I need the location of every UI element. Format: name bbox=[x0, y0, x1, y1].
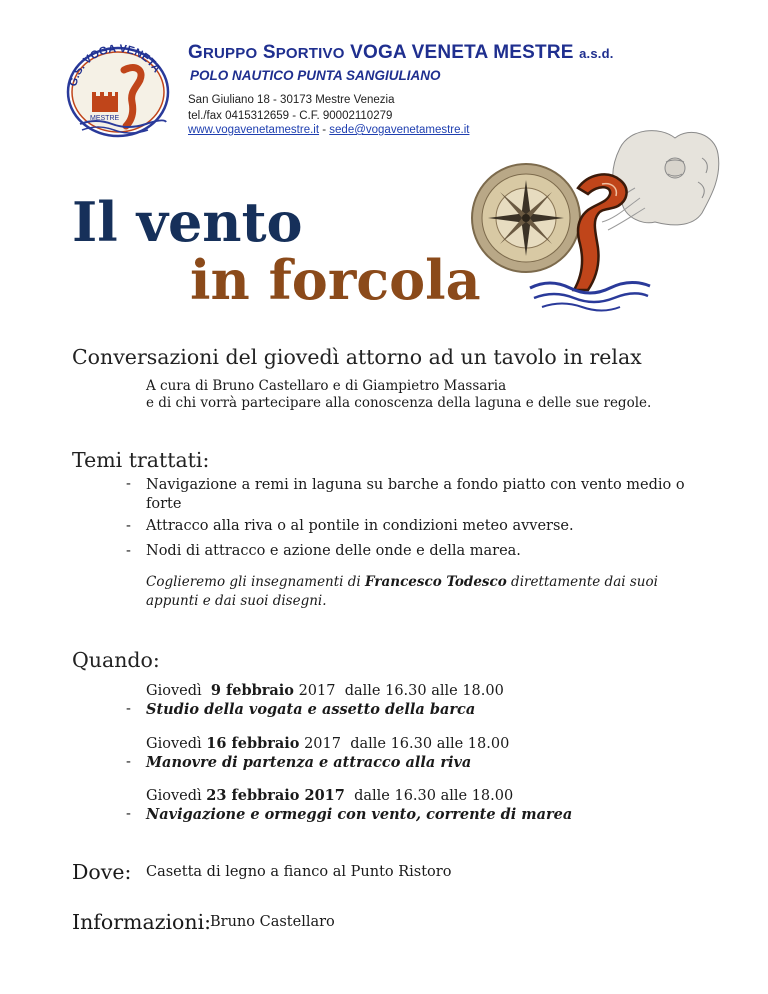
title-line-2: in forcola bbox=[190, 248, 481, 312]
forcola-shape bbox=[574, 174, 627, 290]
compass-rose bbox=[472, 164, 580, 272]
bullet-dash: - bbox=[126, 806, 131, 822]
info-label: Informazioni: bbox=[72, 910, 212, 934]
info-value: Bruno Castellaro bbox=[210, 914, 335, 930]
compass-forcola-illustration bbox=[470, 118, 720, 318]
where-label: Dove: bbox=[72, 860, 132, 884]
topic-item: Navigazione a remi in laguna su barche a fondo piatto con vento medio o forte bbox=[146, 477, 685, 512]
bullet-dash: - bbox=[126, 518, 131, 534]
logo-text: G.S. VOGA VENETA bbox=[67, 42, 163, 88]
website-link[interactable]: www.vogavenetamestre.it bbox=[188, 124, 320, 136]
event-subtitle: Conversazioni del giovedì attorno ad un tavolo in relax bbox=[72, 345, 642, 369]
bullet-dash: - bbox=[126, 543, 131, 559]
club-logo bbox=[62, 40, 174, 140]
contact-links bbox=[188, 124, 469, 136]
session-topic: Manovre di partenza e attracco alla riva bbox=[146, 754, 472, 771]
link-separator: - bbox=[319, 124, 330, 136]
when-heading: Quando: bbox=[72, 648, 160, 672]
session-topic: Studio della vogata e assetto della barca bbox=[146, 701, 476, 718]
session-topic: Navigazione e ormeggi con vento, corrente di marea bbox=[146, 806, 573, 823]
topics-heading: Temi trattati: bbox=[72, 448, 210, 472]
email-link[interactable]: sede@vogavenetamestre.it bbox=[329, 124, 470, 136]
bullet-dash: - bbox=[126, 754, 131, 770]
title-line-1: Il vento bbox=[72, 190, 303, 254]
bullet-dash: - bbox=[126, 701, 131, 717]
byline-line-2: e di chi vorrà partecipare alla conoscenza della laguna e delle sue regole. bbox=[146, 395, 652, 411]
organization-subtitle: POLO NAUTICO PUNTA SANGIULIANO bbox=[190, 68, 441, 83]
topics-note: Coglieremo gli insegnamenti di Francesco Todesco direttamente dai suoi appunti e dai suoi disegni. bbox=[146, 574, 658, 609]
organization-title: GRUPPO SPORTIVO VOGA VENETA MESTRE a.s.d. bbox=[188, 42, 614, 63]
phone-line: tel./fax 0415312659 - C.F. 90002110279 bbox=[188, 110, 393, 122]
topic-item: Attracco alla riva o al pontile in condizioni meteo avverse. bbox=[146, 518, 574, 534]
address-line: San Giuliano 18 - 30173 Mestre Venezia bbox=[188, 94, 395, 106]
bullet-dash: - bbox=[126, 476, 131, 492]
byline-line-1: A cura di Bruno Castellaro e di Giampietro Massaria bbox=[146, 378, 507, 394]
session-date-line: Giovedì 23 febbraio 2017 dalle 16.30 alle 18.00 bbox=[146, 787, 514, 804]
logo-small-text: MESTRE bbox=[90, 115, 120, 122]
where-value: Casetta di legno a fianco al Punto Ristoro bbox=[146, 864, 452, 880]
author-name: Francesco Todesco bbox=[365, 574, 507, 590]
session-date-line: Giovedì 16 febbraio 2017 dalle 16.30 alle 18.00 bbox=[146, 735, 510, 752]
topic-item: Nodi di attracco e azione delle onde e della marea. bbox=[146, 543, 521, 559]
session-date-line: Giovedì 9 febbraio 2017 dalle 16.30 alle 18.00 bbox=[146, 682, 504, 699]
